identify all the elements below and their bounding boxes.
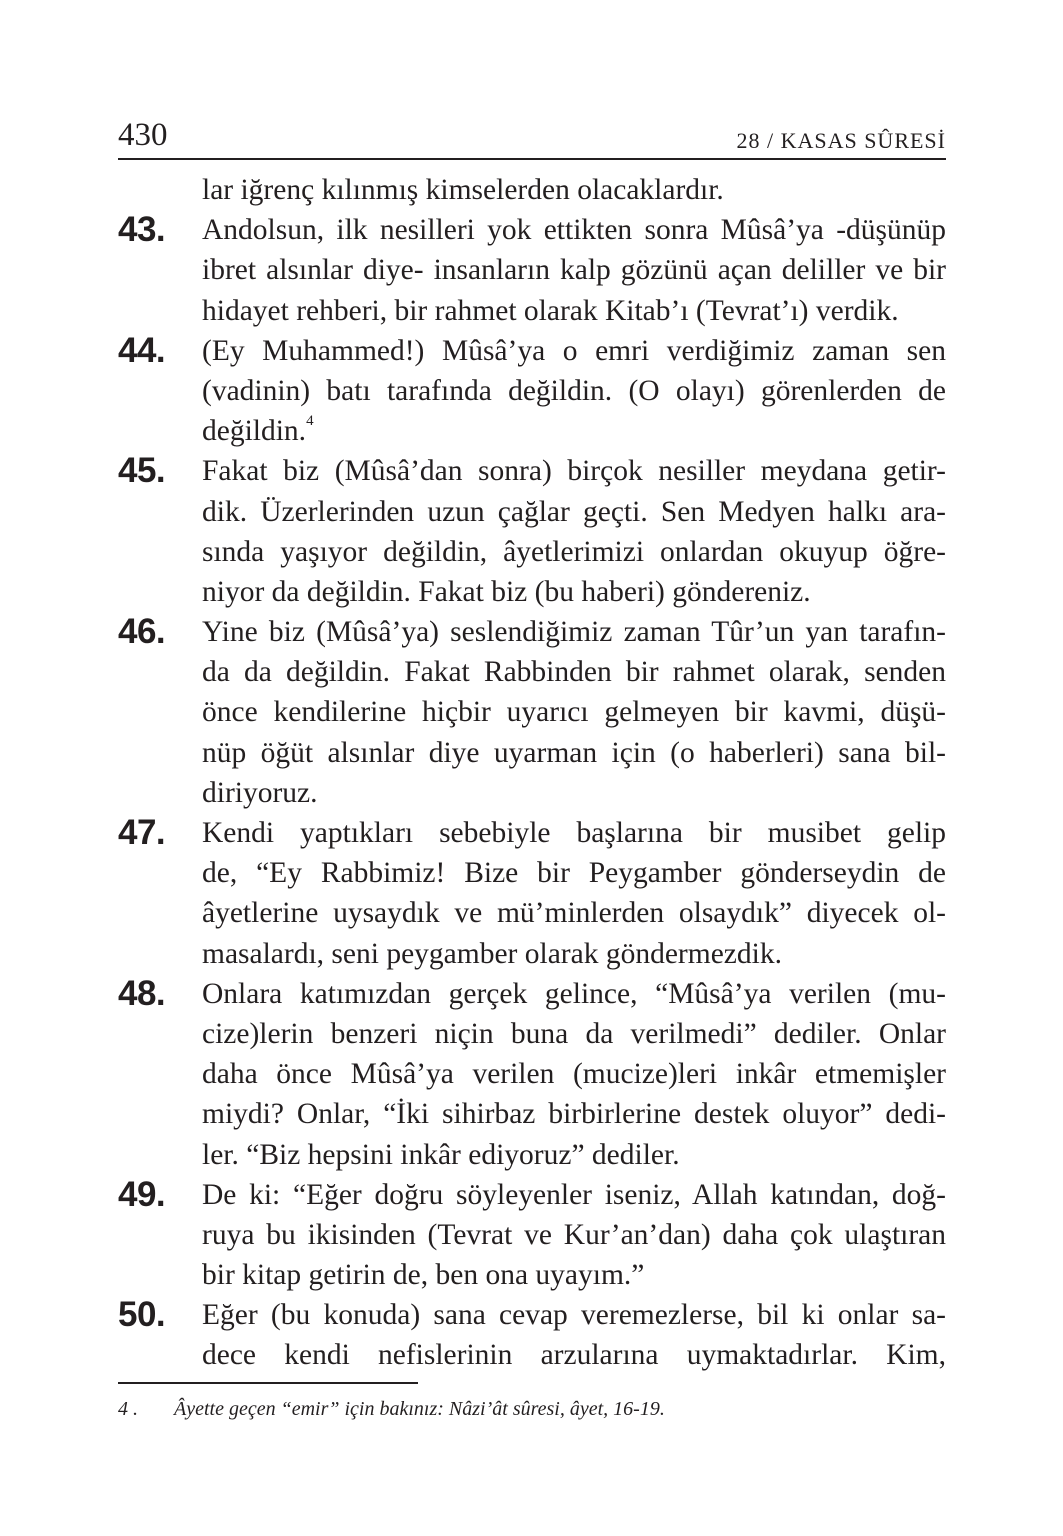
verse-number: 44. (118, 330, 166, 370)
verse-line: masalardı, seni peygamber olarak göndermezdik. (202, 937, 782, 970)
verse-text (202, 1295, 946, 1375)
verse-line: sında yaşıyor değildin, âyetlerimizi onlardan okuyup öğre- (202, 535, 946, 568)
verse-text (202, 813, 946, 974)
verse-line: Yine biz (Mûsâ’ya) seslendiğimiz zaman Tûr’un yan tarafın- (202, 616, 946, 649)
verse-line: niyor da değildin. Fakat biz (bu haberi) göndereniz. (202, 575, 811, 608)
verse-line: De ki: “Eğer doğru söyleyenler iseniz, Allah katından, doğ- (202, 1178, 946, 1211)
verse-43 (118, 210, 946, 331)
running-title: 28 / KASAS SÛRESİ (736, 128, 946, 153)
verse-49 (118, 1175, 946, 1296)
page-header (118, 110, 946, 160)
verse-number: 47. (118, 813, 166, 852)
verse-line: cize)lerin benzeri niçin buna da verilmedi” dediler. Onlar (202, 1017, 946, 1050)
verse-45 (118, 451, 946, 612)
verse-line: Eğer (bu konuda) sana cevap veremezlerse, bil ki onlar sa- (202, 1299, 946, 1332)
verse-line: hidayet rehberi, bir rahmet olarak Kitab’ı (Tevrat’ı) verdik. (202, 294, 899, 327)
verse-line: ruya bu ikisinden (Tevrat ve Kur’an’dan) daha çok ulaştıran (202, 1218, 946, 1251)
verse-line: âyetlerine uysaydık ve mü’minlerden olsaydık” diyecek ol- (202, 897, 946, 930)
verse-line: da da değildin. Fakat Rabbinden bir rahmet olarak, senden (202, 656, 946, 689)
verse-line: diriyoruz. (202, 776, 318, 809)
verse-line: değildin. (202, 415, 307, 448)
verse-line: Fakat biz (Mûsâ’dan sonra) birçok nesiller meydana getir- (202, 455, 946, 488)
verse-line: daha önce Mûsâ’ya verilen (mucize)leri inkâr etmemişler (202, 1058, 946, 1091)
verse-number: 48. (118, 973, 166, 1013)
verse-line: Andolsun, ilk nesilleri yok ettikten sonra Mûsâ’ya -düşünüp (202, 214, 946, 247)
verse-line: dece kendi nefislerinin arzularına uymaktadırlar. Kim, (202, 1339, 946, 1372)
verse-line: (vadinin) batı tarafında değildin. (O olayı) görenlerden de (202, 374, 946, 407)
footnote-text: Âyette geçen “emir” için bakınız: Nâzi’ât sûresi, âyet, 16-19. (174, 1398, 665, 1420)
verse-48 (118, 974, 946, 1175)
verse-line: ler. “Biz hepsini inkâr ediyoruz” dediler. (202, 1138, 680, 1171)
verse-line: bir kitap getirin de, ben ona uyayım.” (202, 1259, 645, 1292)
verse-44 (118, 331, 946, 452)
footnote-marker: 4 . (118, 1398, 138, 1420)
verse-number: 46. (118, 612, 166, 652)
footnote-divider (118, 1382, 418, 1384)
verse-50 (118, 1295, 946, 1375)
verse-46 (118, 612, 946, 813)
verse-line: miydi? Onlar, “İki sihirbaz birbirlerine destek oluyor” dedi- (202, 1098, 946, 1131)
verse-line: (Ey Muhammed!) Mûsâ’ya o emri verdiğimiz zaman sen (202, 334, 946, 367)
verse-number: 45. (118, 451, 166, 491)
verse-text (202, 451, 946, 612)
verse-47 (118, 813, 946, 974)
page-number: 430 (118, 117, 168, 153)
verse-line: önce kendilerine hiçbir uyarıcı gelmeyen bir kavmi, düşü- (202, 696, 946, 729)
verse-line: nüp öğüt alsınlar diye uyarman için (o haberleri) sana bil- (202, 736, 946, 769)
verse-text (202, 974, 946, 1175)
carryover-line: lar iğrenç kılınmış kimselerden olacaklardır. (202, 174, 724, 206)
verse-line: Kendi yaptıkları sebebiyle başlarına bir musibet gelip (202, 817, 946, 849)
verse-text (202, 1175, 946, 1296)
verse-text (202, 210, 946, 331)
verse-line: Onlara katımızdan gerçek gelince, “Mûsâ’ya verilen (mu- (202, 977, 946, 1010)
verse-line: dik. Üzerlerinden uzun çağlar geçti. Sen Medyen halkı ara- (202, 495, 946, 528)
page-body (118, 170, 946, 1376)
verse-line: ibret alsınlar diye- insanların kalp gözünü açan deliller ve bir (202, 254, 946, 287)
verse-line: de, “Ey Rabbimiz! Bize bir Peygamber gönderseydin de (202, 857, 946, 890)
verse-number: 43. (118, 210, 166, 250)
footnote-reference[interactable]: 4 (306, 413, 314, 430)
verse-text (202, 612, 946, 813)
verse-number: 49. (118, 1174, 166, 1214)
verse-text (202, 331, 946, 452)
verse-line-with-footnote (202, 411, 946, 451)
footnote (118, 1396, 946, 1422)
verse-number: 50. (118, 1295, 166, 1335)
